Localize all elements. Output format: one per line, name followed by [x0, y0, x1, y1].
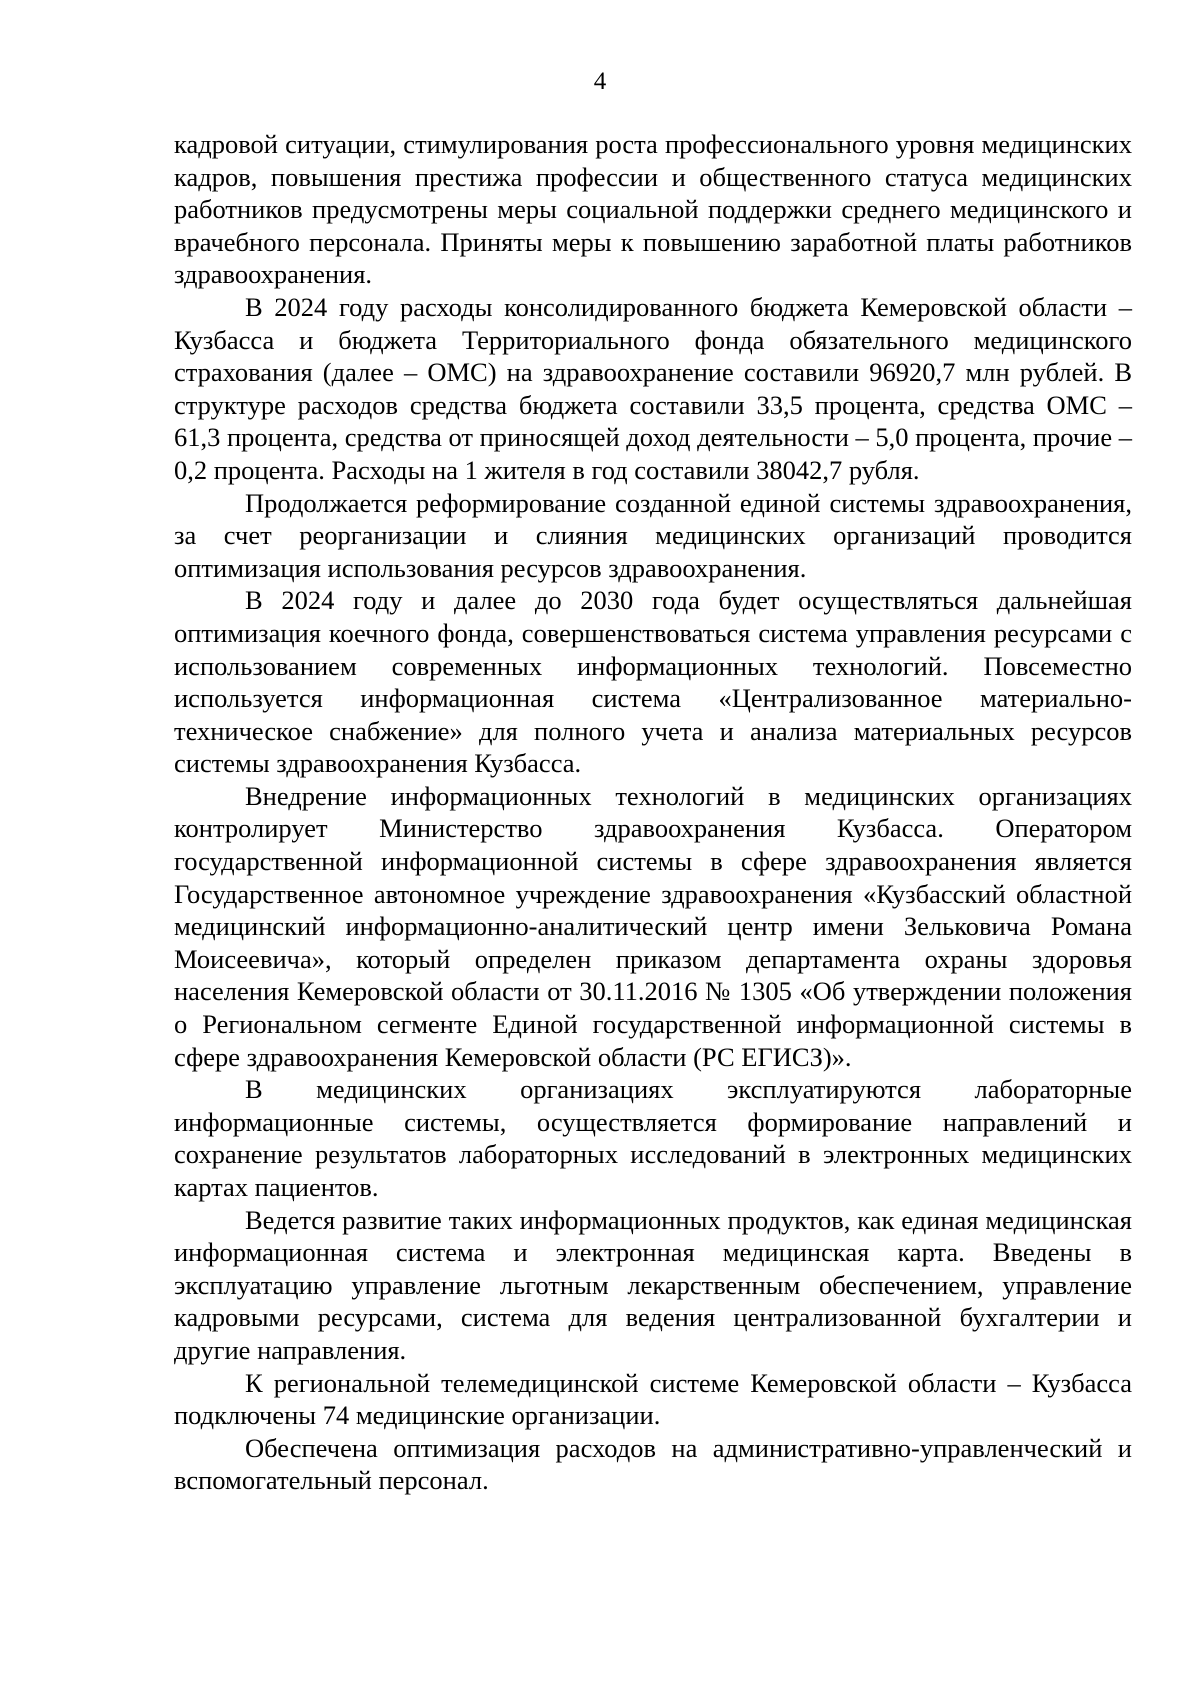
paragraph-it-implementation: Внедрение информационных технологий в медицинских организациях контролирует Министерство здравоохранения Кузбасса. Оператором государственной информационной системы в сфере здравоохранения является Государственное автономное учреждение здравоохранения «Кузбасский областной медицинский информационно-аналитический центр имени Зельковича Романа Моисеевича», который определен приказом департамента охраны здоровья населения Кемеровской области от 30.11.2016 № 1305 «Об утверждении положения о Региональном сегменте Единой государственной информационной системы в сфере здравоохранения Кемеровской области (РС ЕГИСЗ)». [174, 780, 1132, 1072]
paragraph-admin-optimization: Обеспечена оптимизация расходов на административно-управленческий и вспомогательный персонал. [174, 1432, 1132, 1496]
paragraph-info-products: Ведется развитие таких информационных продуктов, как единая медицинская информационная система и электронная медицинская карта. Введены в эксплуатацию управление льготным лекарственным обеспечением, управление кадровыми ресурсами, система для ведения централизованной бухгалтерии и другие направления. [174, 1204, 1132, 1365]
page-number: 4 [593, 68, 607, 95]
document-body [174, 128, 1132, 1497]
paragraph-telemedicine: К региональной телемедицинской системе Кемеровской области – Кузбасса подключены 74 медицинские организации. [174, 1367, 1132, 1431]
paragraph-lab-systems: В медицинских организациях эксплуатируются лабораторные информационные системы, осуществляется формирование направлений и сохранение результатов лабораторных исследований в электронных медицинских картах пациентов. [174, 1074, 1132, 1202]
paragraph-staff-support: кадровой ситуации, стимулирования роста профессионального уровня медицинских кадров, повышения престижа профессии и общественного статуса медицинских работников предусмотрены меры социальной поддержки среднего медицинского и врачебного персонала. Приняты меры к повышению заработной платы работников здравоохранения. [174, 129, 1132, 290]
paragraph-reform: Продолжается реформирование созданной единой системы здравоохранения, за счет реорганизации и слияния медицинских организаций проводится оптимизация использования ресурсов здравоохранения. [174, 487, 1132, 583]
paragraph-budget-expenses: В 2024 году расходы консолидированного бюджета Кемеровской области – Кузбасса и бюджета Территориального фонда обязательного медицинского страхования (далее – ОМС) на здравоохранение составили 96920,7 млн рублей. В структуре расходов средства бюджета составили 33,5 процента, средства ОМС – 61,3 процента, средства от приносящей доход деятельности – 5,0 процента, прочие – 0,2 процента. Расходы на 1 жителя в год составили 38042,7 рубля. [174, 291, 1132, 485]
paragraph-bed-fund-optimization: В 2024 году и далее до 2030 года будет осуществляться дальнейшая оптимизация коечного фонда, совершенствоваться система управления ресурсами с использованием современных информационных технологий. Повсеместно используется информационная система «Централизованное материально-техническое снабжение» для полного учета и анализа материальных ресурсов системы здравоохранения Кузбасса. [174, 585, 1132, 779]
